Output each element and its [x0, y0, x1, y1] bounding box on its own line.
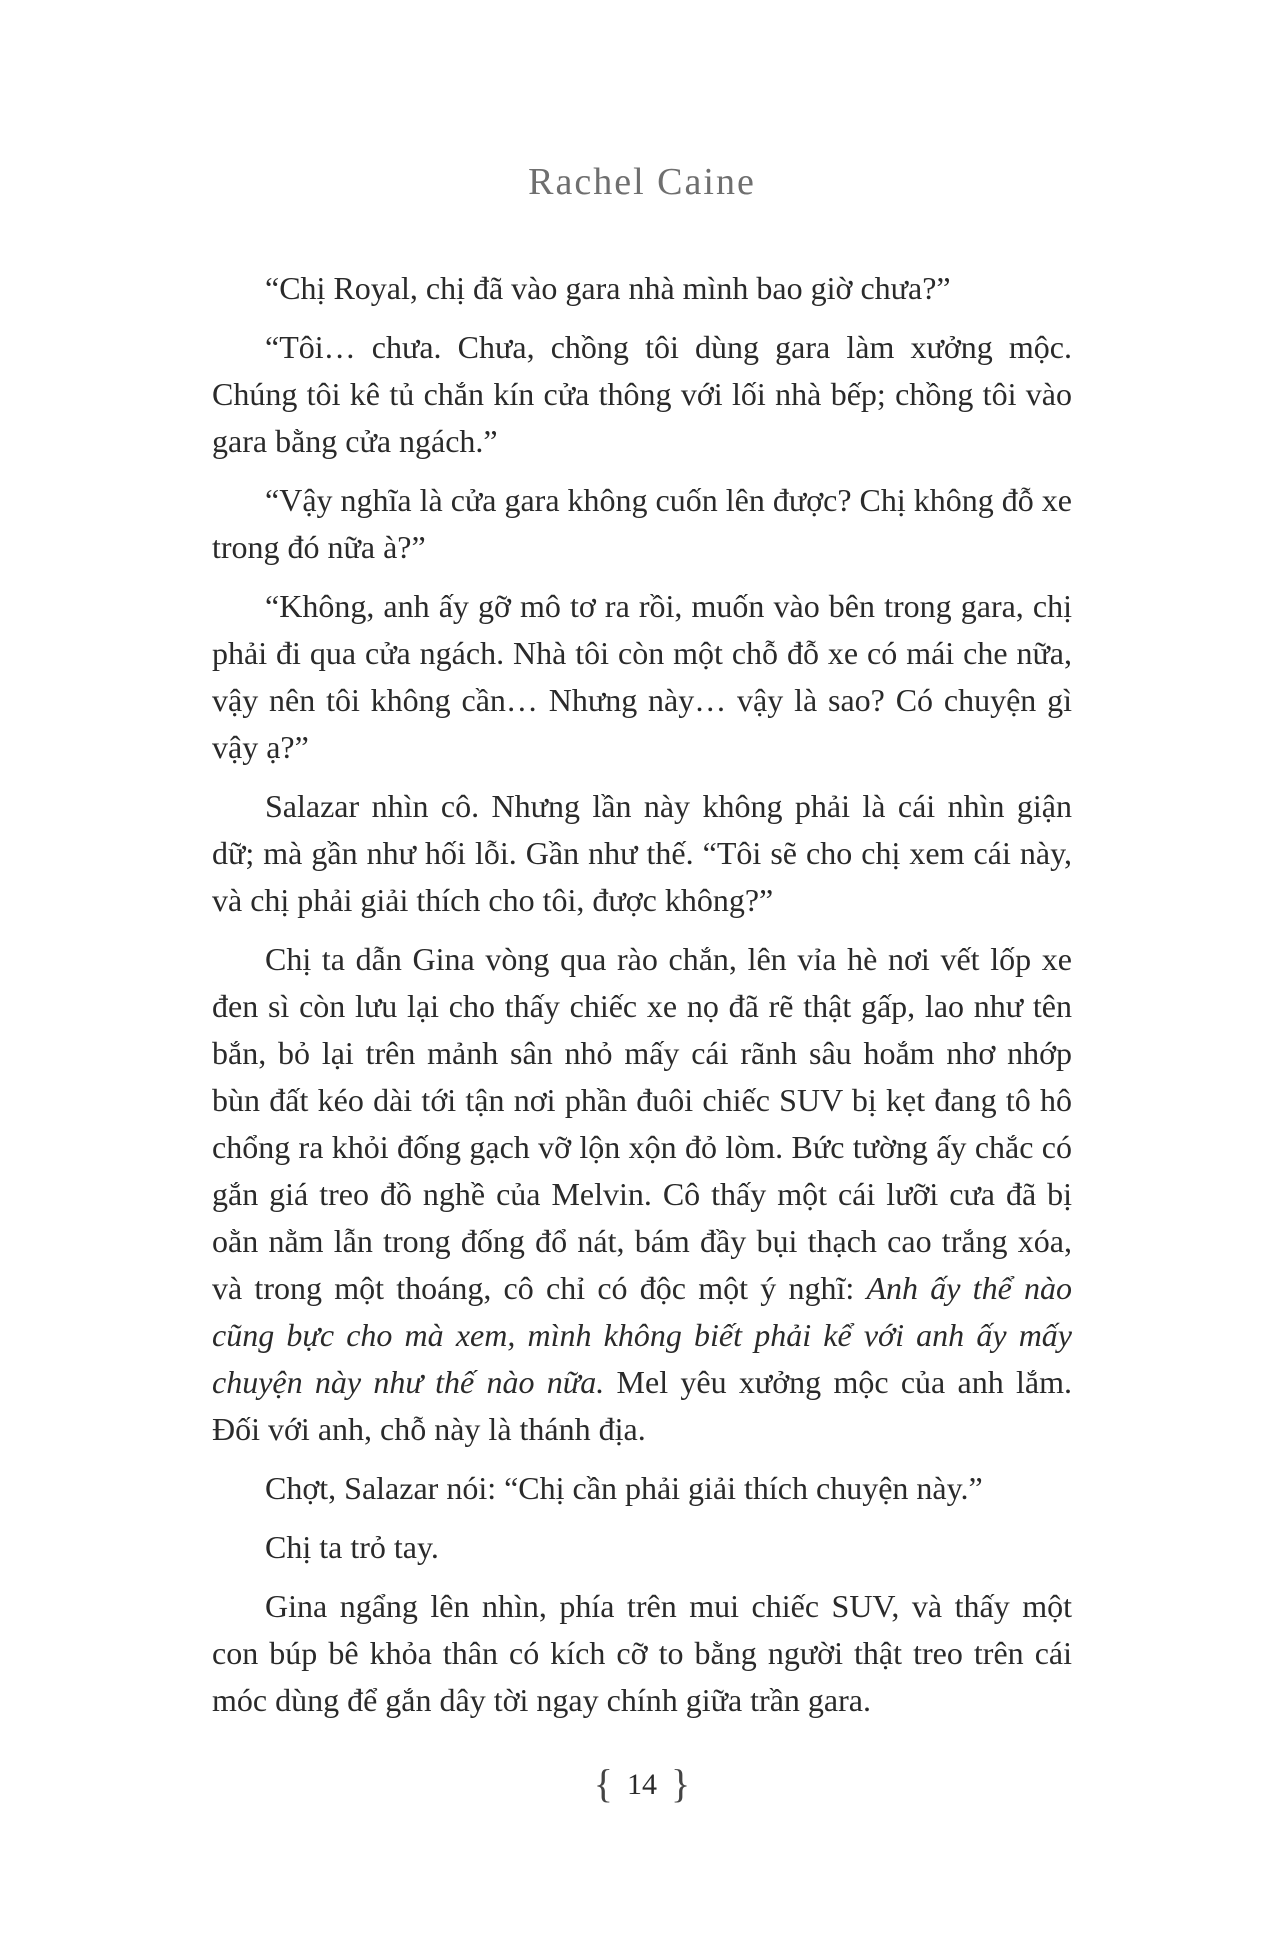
paragraph: Salazar nhìn cô. Nhưng lần này không phải là cái nhìn giận dữ; mà gần như hối lỗi. Gần như thế. “Tôi sẽ cho chị xem cái này, và chị phải giải thích cho tôi, được không?”: [212, 788, 1072, 918]
paragraph: Gina ngẩng lên nhìn, phía trên mui chiếc SUV, và thấy một con búp bê khỏa thân có kích cỡ to bằng người thật treo trên cái móc dùng để gắn dây tời ngay chính giữa trần gara.: [212, 1588, 1072, 1718]
paragraph: “Tôi… chưa. Chưa, chồng tôi dùng gara làm xưởng mộc. Chúng tôi kê tủ chắn kín cửa thông với lối nhà bếp; chồng tôi vào gara bằng cửa ngách.”: [212, 329, 1072, 459]
paragraph: Chị ta trỏ tay.: [265, 1529, 439, 1565]
paragraph-text: Chị ta dẫn Gina vòng qua rào chắn, lên vỉa hè nơi vết lốp xe đen sì còn lưu lại cho thấy chiếc xe nọ đã rẽ thật gấp, lao như tên bắn, bỏ lại trên mảnh sân nhỏ mấy cái rãnh sâu hoắm nhơ nhớp bùn đất kéo dài tới tận nơi phần đuôi chiếc SUV bị kẹt đang tô hô chổng ra khỏi đống gạch vỡ lộn xộn đỏ lòm. Bức tường ấy chắc có gắn giá treo đồ nghề của Melvin. Cô thấy một cái lưỡi cưa đã bị oằn nằm lẫn trong đống đổ nát, bám đầy bụi thạch cao trắng xóa, và trong một thoáng, cô chỉ có độc một ý nghĩ:: [212, 941, 1072, 1306]
body-text: [212, 265, 1072, 1736]
paragraph: “Vậy nghĩa là cửa gara không cuốn lên được? Chị không đỗ xe trong đó nữa à?”: [212, 482, 1072, 565]
italic-thought: Anh ấy thể nào cũng bực cho mà xem, mình không biết phải kể với anh ấy mấy chuyện này như thế nào nữa.: [212, 1270, 1073, 1400]
paragraph-text: Mel yêu xưởng mộc của anh lắm. Đối với anh, chỗ này là thánh địa.: [212, 1364, 1073, 1447]
right-brace-ornament: }: [671, 1761, 691, 1806]
page-number: 14: [627, 1768, 657, 1801]
paragraph: “Chị Royal, chị đã vào gara nhà mình bao giờ chưa?”: [265, 270, 951, 306]
paragraph-with-italic: [212, 936, 1072, 1453]
paragraph: “Không, anh ấy gỡ mô tơ ra rồi, muốn vào bên trong gara, chị phải đi qua cửa ngách. Nhà tôi còn một chỗ đỗ xe có mái che nữa, vậy nên tôi không cần… Nhưng này… vậy là sao? Có chuyện gì vậy ạ?”: [212, 588, 1072, 765]
page-number-footer: [0, 1760, 1284, 1807]
running-head-title: Rachel Caine: [528, 161, 756, 203]
paragraph: Chợt, Salazar nói: “Chị cần phải giải thích chuyện này.”: [265, 1470, 983, 1506]
left-brace-ornament: {: [593, 1761, 613, 1806]
